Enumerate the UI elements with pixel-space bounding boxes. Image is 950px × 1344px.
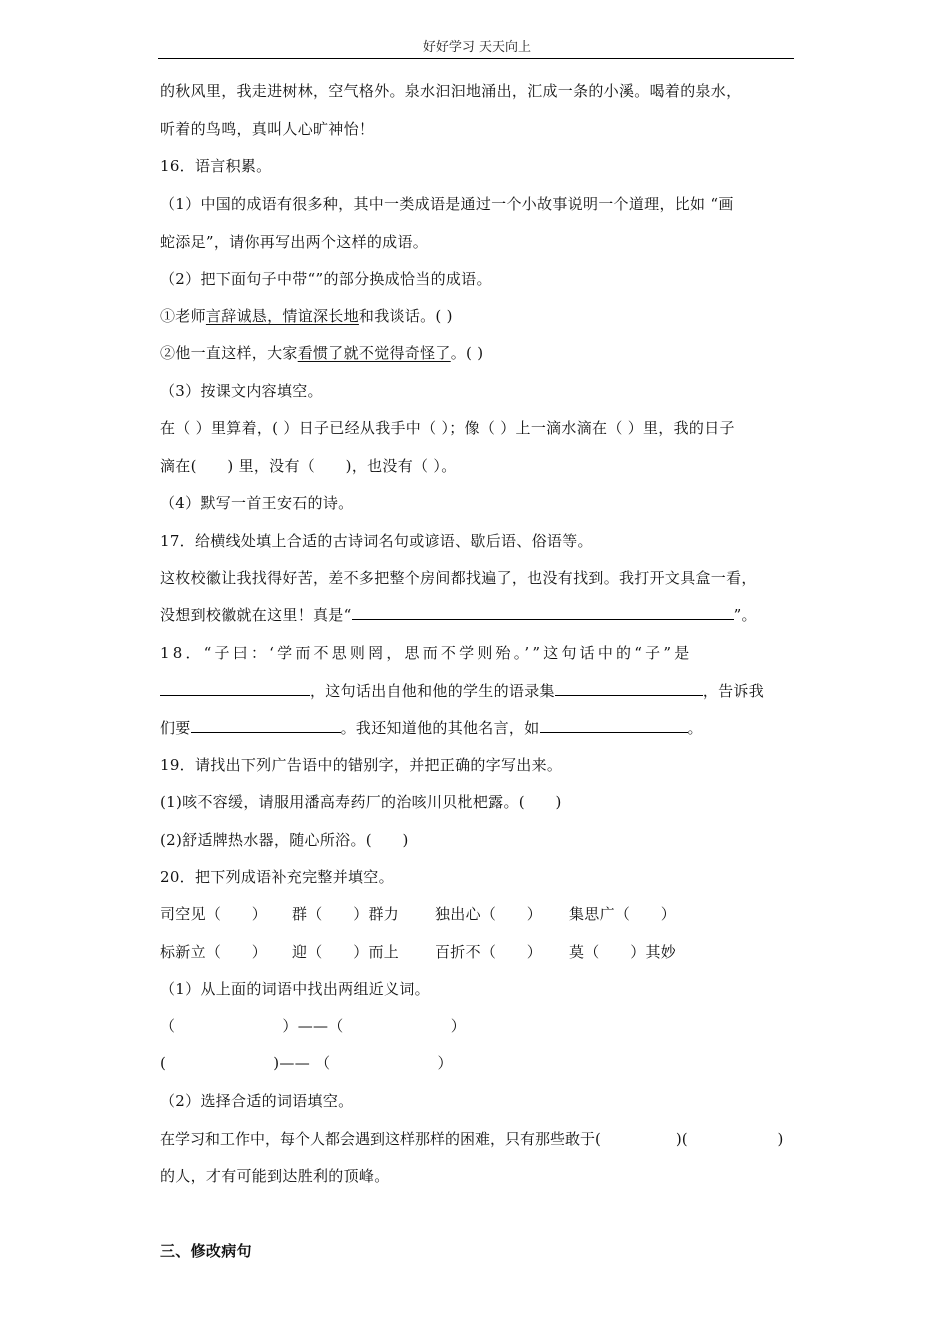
- question-20-2-line-2: 的人，才有可能到达胜利的顶峰。: [160, 1167, 390, 1185]
- question-20-1-pair-1: （ ）——（ ）: [160, 1017, 467, 1035]
- question-19-item-1: (1)咳不容缓，请服用潘高寿药厂的治咳川贝枇杷露。( ): [160, 793, 562, 811]
- question-19-item-2: (2)舒适牌热水器，随心所浴。( ): [160, 831, 409, 849]
- header-divider: [158, 58, 794, 59]
- q18-mid-text: ，这句话出自他和他的学生的语录集: [310, 682, 555, 700]
- question-20-row-2: [160, 941, 800, 962]
- idiom-cell: 百折不（ ）: [435, 943, 543, 961]
- item-1-underlined: 言辞诚恳，情谊深长地: [205, 307, 359, 325]
- item-2-suffix: 。( ): [450, 344, 484, 362]
- question-20-row-1: [160, 903, 800, 924]
- question-20-title: 20．把下列成语补充完整并填空。: [160, 868, 394, 886]
- item-2-underlined: 看惯了就不觉得奇怪了: [297, 344, 451, 362]
- question-16-2-item-2: [160, 342, 800, 363]
- page-header: 好好学习 天天向上: [422, 40, 532, 55]
- q17-prefix: 没想到校徽就在这里！真是“: [160, 606, 352, 624]
- question-18-line-3: [160, 717, 800, 738]
- q18-line3-prefix: 们要: [160, 719, 191, 737]
- idiom-cell: 司空见（ ）: [160, 905, 268, 923]
- idiom-cell: 莫（ ）其妙: [569, 943, 677, 961]
- question-20-2: （2）选择合适的词语填空。: [160, 1092, 354, 1110]
- q18-line3-mid: 。我还知道他的其他名言，如: [340, 719, 540, 737]
- item-2-prefix: ②他一直这样，大家: [160, 344, 298, 362]
- question-20-1-pair-2: ( )—— （ ）: [160, 1054, 453, 1072]
- question-16-title: 16．语言积累。: [160, 157, 272, 175]
- q18-blank-2[interactable]: [555, 681, 703, 696]
- passage-line-1: 的秋风里，我走进树林，空气格外。泉水汩汩地涌出，汇成一条的小溪。喝着的泉水，: [160, 82, 742, 100]
- q18-blank-4[interactable]: [540, 718, 688, 733]
- question-16-4: （4）默写一首王安石的诗。: [160, 494, 354, 512]
- q18-line2-suffix: ，告诉我: [702, 682, 765, 700]
- q17-answer-blank[interactable]: [352, 605, 734, 620]
- q17-suffix: ”。: [733, 606, 757, 624]
- question-18-line-1: 18．“子曰：‘学而不思则罔，思而不学则殆。’”这句话中的“子”是: [160, 644, 693, 662]
- question-16-2: （2）把下面句子中带“”的部分换成恰当的成语。: [160, 270, 492, 288]
- idiom-cell: 集思广（ ）: [569, 905, 677, 923]
- question-16-3: （3）按课文内容填空。: [160, 382, 323, 400]
- q18-line3-suffix: 。: [687, 719, 703, 737]
- question-17-line-2: [160, 604, 800, 625]
- question-20-1: （1）从上面的词语中找出两组近义词。: [160, 980, 430, 998]
- question-17-title: 17．给横线处填上合适的古诗词名句或谚语、歇后语、俗语等。: [160, 532, 593, 550]
- idiom-cell: 迎（ ）而上: [292, 943, 400, 961]
- passage-line-2: 听着的鸟鸣，真叫人心旷神怡！: [160, 120, 375, 138]
- section-3-heading: 三、修改病句: [160, 1242, 252, 1260]
- idiom-cell: 标新立（ ）: [160, 943, 268, 961]
- item-1-suffix: 和我谈话。( ): [358, 307, 453, 325]
- question-17-line-1: 这枚校徽让我找得好苦，差不多把整个房间都找遍了，也没有找到。我打开文具盒一看，: [160, 569, 757, 587]
- question-16-3-line-1: 在（ ）里算着，( ）日子已经从我手中（ ）；像（ ）上一滴水滴在（ ）里，我的日子: [160, 419, 735, 437]
- idiom-cell: 群（ ）群力: [292, 905, 400, 923]
- question-20-2-line-1: 在学习和工作中，每个人都会遇到这样那样的困难，只有那些敢于( )( ): [160, 1130, 784, 1148]
- question-16-2-item-1: [160, 305, 800, 326]
- idiom-cell: 独出心（ ）: [435, 905, 543, 923]
- question-18-line-2: [160, 680, 800, 701]
- question-19-title: 19．请找出下列广告语中的错别字，并把正确的字写出来。: [160, 756, 563, 774]
- question-16-3-line-2: 滴在( ) 里，没有（ )，也没有（ ）。: [160, 457, 457, 475]
- q18-blank-3[interactable]: [191, 718, 341, 733]
- question-16-1-line-2: 蛇添足”，请你再写出两个这样的成语。: [160, 233, 429, 251]
- question-16-1-line-1: （1）中国的成语有很多种，其中一类成语是通过一个小故事说明一个道理，比如 “画: [160, 195, 734, 213]
- item-1-prefix: ①老师: [160, 307, 206, 325]
- q18-blank-1[interactable]: [160, 681, 310, 696]
